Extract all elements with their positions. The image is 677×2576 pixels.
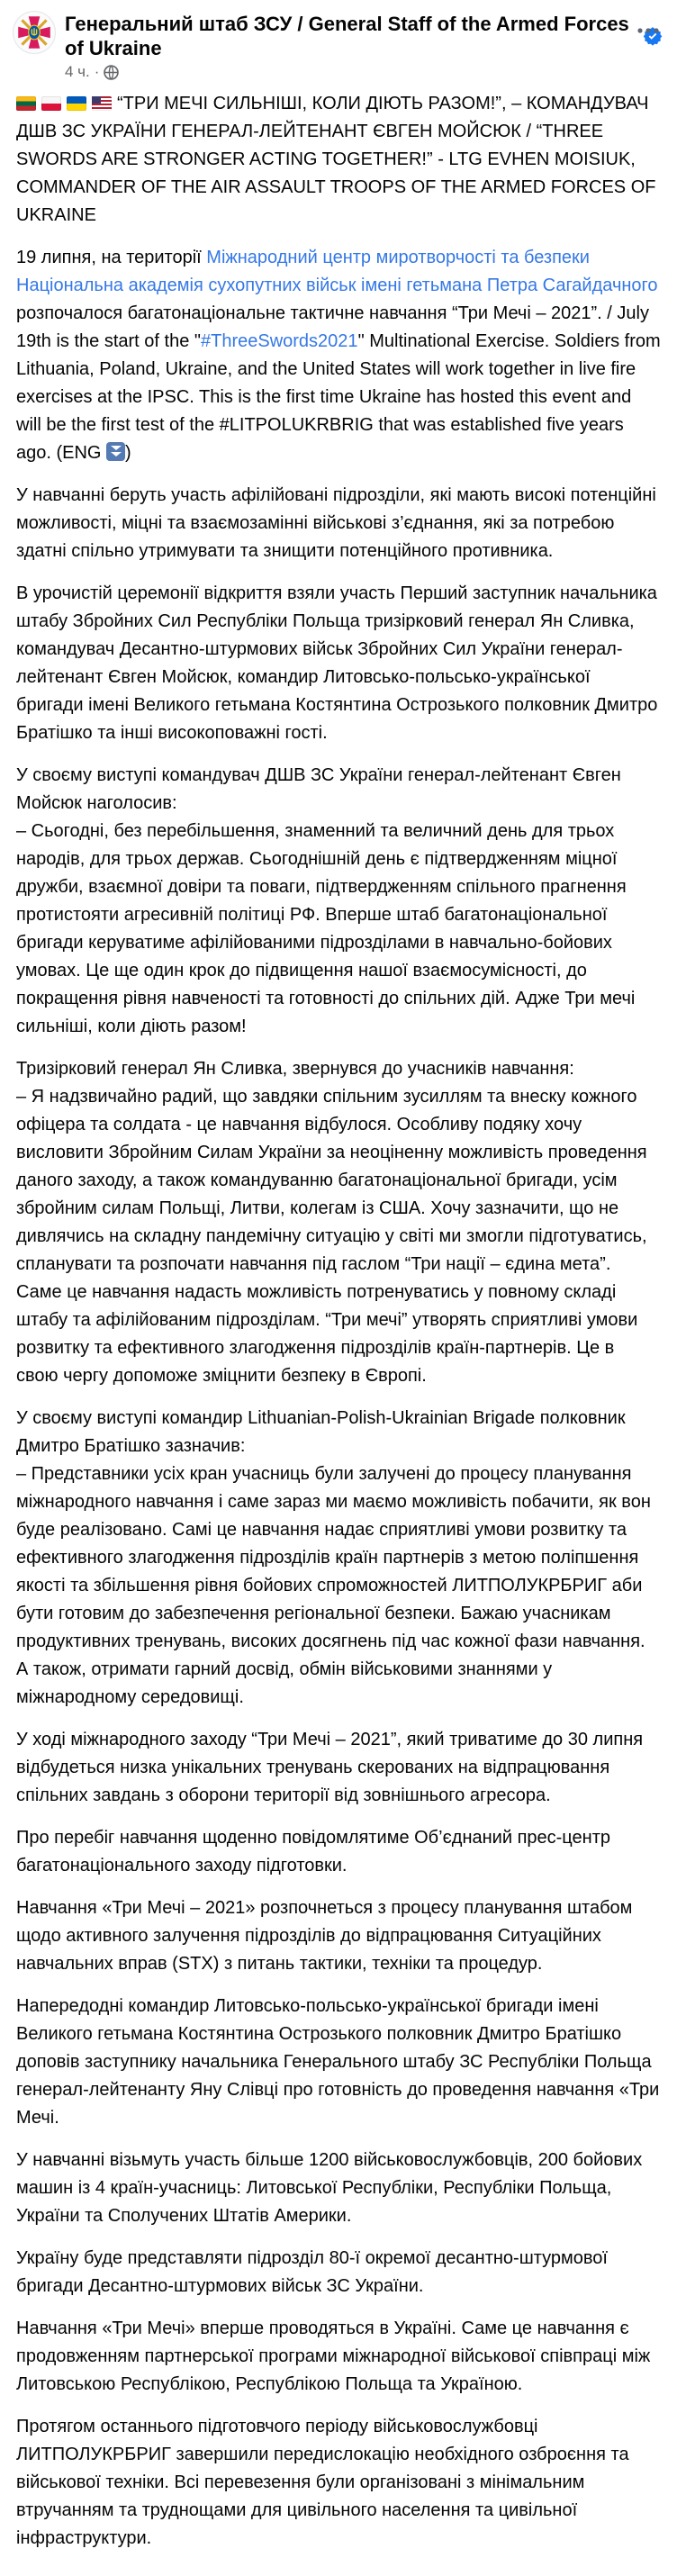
inline-link[interactable]: #ThreeSwords2021	[201, 331, 358, 351]
eng-translation-down-icon	[106, 442, 125, 461]
post-header	[0, 0, 677, 86]
globe-privacy-icon	[104, 65, 119, 80]
flag-usa-icon	[92, 96, 112, 111]
post-paragraph: Протягом останнього підготовчого періоду військовослужбовці ЛИТПОЛУКРБРИГ завершили передислокацію необхідного озброєння та військової техніки. Всі перевезення були організовані з мінімальним втручанням та труднощами для цивільного населення та цивільної інфраструктури.	[16, 2417, 629, 2548]
post-paragraph: Навчання «Три Мечі – 2021» розпочнеться з процесу планування штабом щодо активного залучення підрозділів до відпрацювання Ситуаційних навчальних вправ (STX) з питань тактики, техніки та процедур.	[16, 1898, 633, 1974]
post-paragraph: Про перебіг навчання щоденно повідомлятиме Об’єднаний прес-центр багатонаціонального заходу підготовки.	[16, 1828, 610, 1876]
post-meta	[65, 63, 663, 81]
flag-poland-icon	[41, 96, 61, 111]
post-paragraph: У навчанні беруть участь афілійовані підрозділи, які мають високі потенційні можливості, міцні та взаємозамінні військові з’єднання, які за потребою здатні спільно утримувати та знищити потенційного противника.	[16, 485, 656, 561]
post-menu-button[interactable]	[632, 18, 664, 43]
post-paragraph: В урочистій церемонії відкриття взяли участь Перший заступник начальника штабу Збройних Сил Республіки Польща тризірковий генерал Ян Сливка, командувач Десантно-штурмових військ Збройних Сил України генерал-лейтенант Євген Мойсюк, командир Литовсько-польсько-української бригади імені Великого гетьмана Костянтина Острозького полковник Дмитро Братішко та інші високоповажні гості.	[16, 583, 658, 743]
post-paragraph: Україну буде представляти підрозділ 80-ї окремої десантно-штурмової бригади Десантно-штурмових військ ЗС України.	[16, 2248, 608, 2296]
three-dots-icon	[636, 27, 660, 34]
post-paragraph: Напередодні командир Литовсько-польсько-української бригади імені Великого гетьмана Костянтина Острозького полковник Дмитро Братішко доповів заступнику начальника Генерального штабу ЗС Республіки Польща генерал-лейтенанту Яну Слівці про готовність до проведення навчання «Три Мечі.	[16, 1996, 660, 2128]
page-name-link[interactable]: Генеральний штаб ЗСУ / General Staff of the Armed Forces of Ukraine	[65, 13, 629, 59]
post-paragraph: У своєму виступі командувач ДШВ ЗС України генерал-лейтенант Євген Мойсюк наголосив: – Сьогодні, без перебільшення, знаменний та величний день для трьох народів, для трьох держав. Сьогоднішній день є підтвердженням міцної дружби, взаємної довіри та поваги, підтвердженням спільного прагнення протистояти агресивній політиці РФ. Вперше штаб багатонаціональної бригади керуватиме афілійованими підрозділами в навчально-бойових умовах. Це ще один крок до підвищення нашої взаємосумісності, до покращення рівня навченості та готовності до спільних дій. Адже Три мечі сильніші, коли діють разом!	[16, 765, 636, 1036]
meta-separator: ·	[94, 63, 100, 80]
general-staff-emblem-icon	[14, 12, 55, 53]
post-paragraph: У своєму виступі командир Lithuanian-Polish-Ukrainian Brigade полковник Дмитро Братішко зазначив: – Представники усіх кран учасниць були залучені до процесу планування міжнародного навчання і саме зараз ми маємо можливість побачити, як вон буде реалізовано. Самі це навчання надає сприятливі умови розвитку та ефективного злагодження підрозділів країн партнерів з метою поліпшення якості та збільшення рівня бойових спроможностей ЛИТПОЛУКРБРИГ аби бути готовим до забезпечення регіональної безпеки. Бажаю учасникам продуктивних тренувань, високих досягнень під час кожної фази навчання. А також, отримати гарний досвід, обмін військовими знаннями у міжнародному середовищі.	[16, 1408, 651, 1707]
post-paragraph: У навчанні візьмуть участь більше 1200 військовослужбовців, 200 бойових машин із 4 країн-учасниць: Литовської Республіки, Республіки Польща, України та Сполучених Штатів Америки.	[16, 2150, 643, 2226]
post-text	[0, 86, 677, 2576]
header-text	[65, 11, 663, 81]
inline-link[interactable]: Міжнародний центр миротворчості та безпеки Національна академія сухопутних військ імені гетьмана Петра Сагайдачного	[16, 248, 658, 295]
post-paragraph: 19 липня, на території Міжнародний центр миротворчості та безпеки Національна академія сухопутних військ імені гетьмана Петра Сагайдачного розпочалося багатонаціональне тактичне навчання “Три Мечі – 2021”. / July 19th is the start of the "#ThreeSwords2021" Multinational Exercise. Soldiers from Lithuania, Poland, Ukraine, and the United States will work together in live fire exercises at the IPSC. This is the first time Ukraine has hosted this event and will be the first test of the #LITPOLUKRBRIG that was established five years ago. (ENG )	[16, 248, 661, 463]
timestamp[interactable]: 4 ч.	[65, 63, 90, 80]
post-paragraph: “ТРИ МЕЧІ СИЛЬНІШІ, КОЛИ ДІЮТЬ РАЗОМ!”, – КОМАНДУВАЧ ДШВ ЗС УКРАЇНИ ГЕНЕРАЛ-ЛЕЙТЕНАНТ ЄВГЕН МОЙСЮК / “THREE SWORDS ARE STRONGER ACTING TOGETHER!” - LTG EVHEN MOISIUK, COMMANDER OF THE AIR ASSAULT TROOPS OF THE ARMED FORCES OF UKRAINE	[16, 94, 656, 225]
post-paragraph: Тризірковий генерал Ян Сливка, звернувся до учасників навчання: – Я надзвичайно радий, що завдяки спільним зусиллям та внеску кожного офіцера та солдата - це навчання відбулося. Особливу подяку хочу висловити Збройним Силам України за неоціненну можливість проведення даного заходу, а також командуванню багатонаціональної бригади, усім збройним силам Польщі, Литви, колегам із США. Хочу зазначити, що не дивлячись на складну пандемічну ситуацію у світі ми змогли підготуватись, спланувати та розпочати навчання під гаслом “Три нації – єдина мета”. Саме це навчання надасть можливість потренуватись у повному складі штабу та афілійованим підрозділам. “Три мечі” утворять сприятливі умови розвитку та ефективного злагодження підрозділів країн-партнерів. Це в свою чергу допоможе зміцнити безпеку в Європі.	[16, 1059, 647, 1386]
page-avatar[interactable]	[13, 11, 56, 54]
flag-ukraine-icon	[67, 96, 86, 111]
post-paragraph: У ході міжнародного заходу “Три Мечі – 2021”, який триватиме до 30 липня відбудеться низка унікальних тренувань скерованих на відпрацювання спільних завдань з оборони території від зовнішнього агресора.	[16, 1730, 644, 1805]
post-paragraph: Навчання «Три Мечі» вперше проводяться в Україні. Саме це навчання є продовженням партнерської програми міжнародної військової співпраці між Литовською Республікою, Республікою Польща та Україною.	[16, 2318, 651, 2394]
flag-lithuania-icon	[16, 96, 36, 111]
